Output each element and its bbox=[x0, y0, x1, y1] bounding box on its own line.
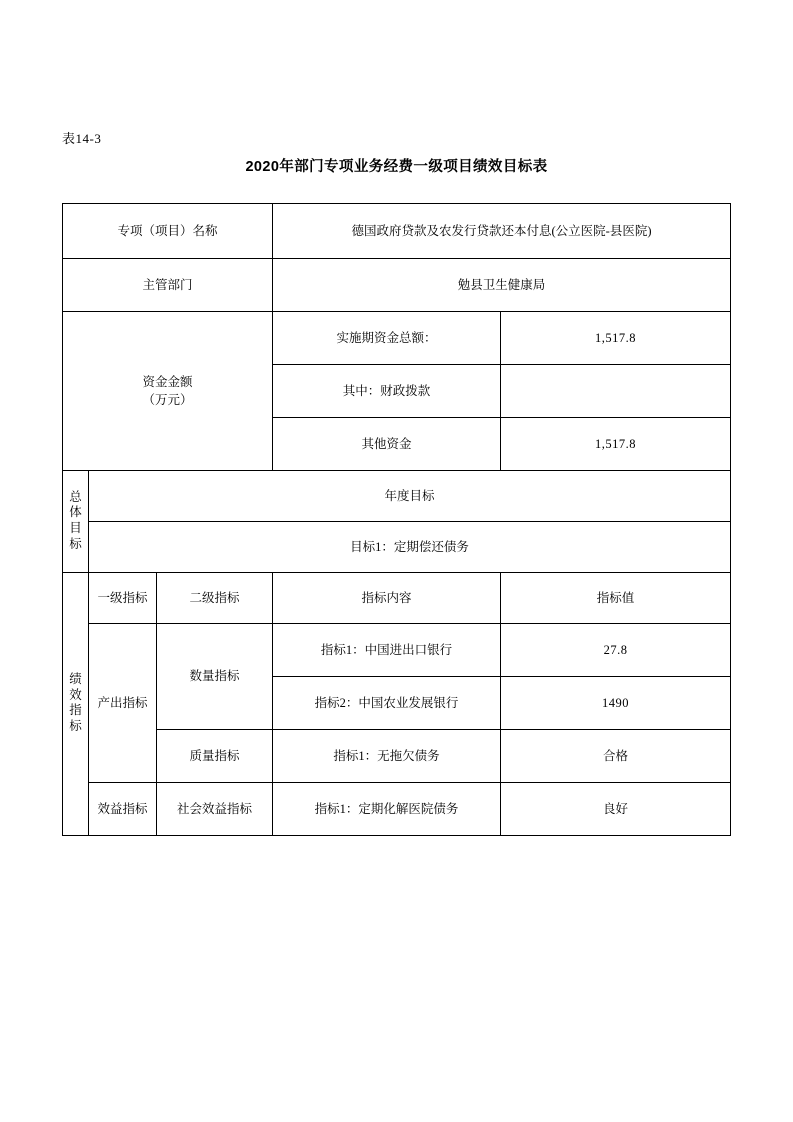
indicator-value-3: 良好 bbox=[501, 783, 731, 836]
indicator-content-3: 指标1：定期化解医院债务 bbox=[273, 783, 501, 836]
indicator-header-level1: 一级指标 bbox=[89, 573, 157, 624]
fund-item-label-0: 实施期资金总额： bbox=[273, 312, 501, 365]
table-row bbox=[63, 730, 731, 783]
table-row bbox=[63, 624, 731, 677]
annual-target-header: 年度目标 bbox=[89, 471, 731, 522]
indicator-value-2: 合格 bbox=[501, 730, 731, 783]
indicator-value-0: 27.8 bbox=[501, 624, 731, 677]
project-name-value: 德国政府贷款及农发行贷款还本付息(公立医院-县医院) bbox=[273, 204, 731, 259]
performance-indicator-label-line2: 指标 bbox=[69, 703, 82, 734]
fund-amount-label-line1: 资金金额 bbox=[142, 374, 193, 389]
indicator-content-2: 指标1：无拖欠债务 bbox=[273, 730, 501, 783]
indicator-value-1: 1490 bbox=[501, 677, 731, 730]
overall-target-label-line1: 总体 bbox=[69, 489, 82, 520]
table-label: 表14-3 bbox=[62, 131, 102, 146]
fund-amount-label bbox=[63, 312, 273, 471]
overall-target-label bbox=[63, 471, 89, 573]
indicator-level1-output: 产出指标 bbox=[89, 624, 157, 783]
overall-target-label-line2: 目标 bbox=[69, 520, 82, 551]
table-row-annual-target-header bbox=[63, 471, 731, 522]
table-row-indicator-header bbox=[63, 573, 731, 624]
department-value: 勉县卫生健康局 bbox=[273, 259, 731, 312]
table-row-annual-target-text bbox=[63, 522, 731, 573]
fund-item-value-0: 1,517.8 bbox=[501, 312, 731, 365]
table-row bbox=[63, 783, 731, 836]
table-row-department bbox=[63, 259, 731, 312]
performance-target-table bbox=[62, 203, 731, 836]
indicator-content-0: 指标1：中国进出口银行 bbox=[273, 624, 501, 677]
indicator-header-level2: 二级指标 bbox=[157, 573, 273, 624]
performance-indicator-label bbox=[63, 573, 89, 836]
indicator-level2-social-benefit: 社会效益指标 bbox=[157, 783, 273, 836]
indicator-level2-quantity: 数量指标 bbox=[157, 624, 273, 730]
indicator-level1-benefit: 效益指标 bbox=[89, 783, 157, 836]
indicator-header-value: 指标值 bbox=[501, 573, 731, 624]
table-row-project-name bbox=[63, 204, 731, 259]
page-title: 2020年部门专项业务经费一级项目绩效目标表 bbox=[245, 159, 548, 175]
annual-target-text: 目标1：定期偿还债务 bbox=[89, 522, 731, 573]
performance-indicator-label-line1: 绩效 bbox=[69, 672, 82, 702]
fund-amount-label-line2: （万元） bbox=[142, 393, 193, 407]
fund-item-value-1 bbox=[501, 365, 731, 418]
indicator-header-content: 指标内容 bbox=[273, 573, 501, 624]
project-name-label: 专项（项目）名称 bbox=[63, 204, 273, 259]
indicator-content-1: 指标2：中国农业发展银行 bbox=[273, 677, 501, 730]
department-label: 主管部门 bbox=[63, 259, 273, 312]
indicator-level2-quality: 质量指标 bbox=[157, 730, 273, 783]
fund-item-label-2: 其他资金 bbox=[273, 418, 501, 471]
table-row-fund-total bbox=[63, 312, 731, 365]
fund-item-label-1: 其中：财政拨款 bbox=[273, 365, 501, 418]
fund-item-value-2: 1,517.8 bbox=[501, 418, 731, 471]
